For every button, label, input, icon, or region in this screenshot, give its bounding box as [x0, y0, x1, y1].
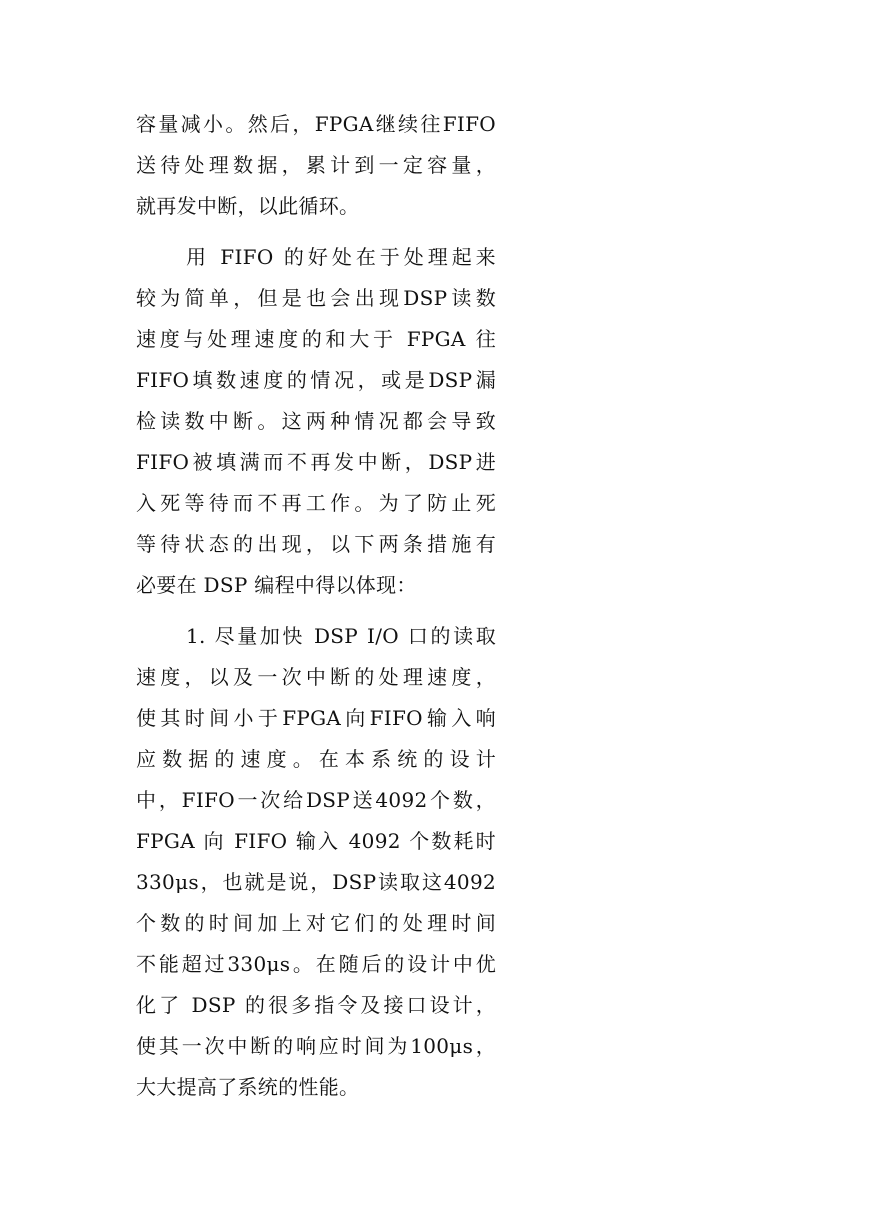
text-line: FIFO被填满而不再发中断，DSP进 — [136, 450, 496, 474]
text-line: 等待状态的出现，以下两条措施有 — [136, 532, 496, 556]
text-line: 个数的时间加上对它们的处理时间 — [136, 911, 496, 935]
text-line: 应数据的速度。在本系统的设计 — [136, 747, 496, 771]
text-line: 速度，以及一次中断的处理速度， — [136, 665, 496, 689]
text-line: 必要在 DSP 编程中得以体现： — [136, 573, 417, 597]
text-line: 送待处理数据，累计到一定容量， — [136, 153, 496, 177]
text-line: 入死等待而不再工作。为了防止死 — [136, 491, 496, 515]
text-line: 速度与处理速度的和大于 FPGA 往 — [136, 327, 496, 351]
text-line: 用 FIFO 的好处在于处理起来 — [186, 245, 496, 269]
paragraph-gap — [136, 606, 496, 616]
text-line: 1. 尽量加快 DSP I/O 口的读取 — [186, 624, 496, 648]
text-line: 330μs，也就是说，DSP读取这4092 — [136, 870, 496, 894]
paragraph-gap — [136, 227, 496, 237]
text-line: 使其时间小于FPGA向FIFO输入响 — [136, 706, 496, 730]
text-line: 中，FIFO一次给DSP送4092个数， — [136, 788, 496, 812]
text-column — [136, 104, 496, 1108]
text-line: 检读数中断。这两种情况都会导致 — [136, 409, 496, 433]
text-line: 使其一次中断的响应时间为100μs， — [136, 1034, 496, 1058]
text-line: 就再发中断，以此循环。 — [136, 194, 360, 218]
text-line: 化了 DSP 的很多指令及接口设计， — [136, 993, 496, 1017]
text-line: FIFO填数速度的情况，或是DSP漏 — [136, 368, 496, 392]
text-line: 较为简单，但是也会出现DSP读数 — [136, 286, 496, 310]
paragraph-3 — [136, 616, 496, 1108]
text-line: 不能超过330μs。在随后的设计中优 — [136, 952, 496, 976]
text-line: FPGA 向 FIFO 输入 4092 个数耗时 — [136, 829, 496, 853]
text-line: 容量减小。然后，FPGA继续往FIFO — [136, 112, 496, 136]
text-line: 大大提高了系统的性能。 — [136, 1075, 360, 1099]
paragraph-2 — [136, 237, 496, 606]
paragraph-1 — [136, 104, 496, 227]
